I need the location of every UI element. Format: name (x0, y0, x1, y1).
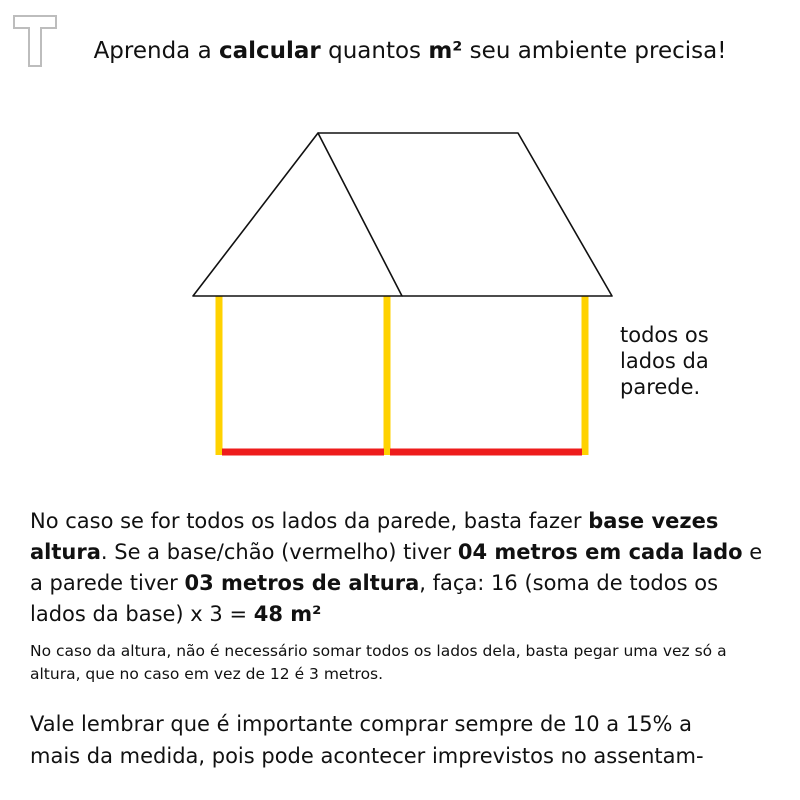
roof-front (193, 133, 402, 296)
page-headline: Aprenda a calcular quantos m² seu ambiente precisa! (93, 38, 727, 64)
footer-text: Vale lembrar que é importante comprar sempre de 10 a 15% a mais da medida, pois pode acontecer imprevistos no assentam- (30, 712, 704, 768)
height-note: No caso da altura, não é necessário somar todos os lados dela, basta pegar uma vez só a altura, que no caso em vez de 12 é 3 metros. (30, 642, 727, 683)
explanation-paragraph: No caso se for todos os lados da parede, basta fazer base vezes altura. Se a base/chão (vermelho) tiver 04 metros em cada lado e a parede tiver 03 metros de altura, faça: 16 (soma de todos os lados da base) x 3 = 48 m² (30, 509, 763, 626)
side-note: todos os lados da parede. (620, 323, 709, 399)
